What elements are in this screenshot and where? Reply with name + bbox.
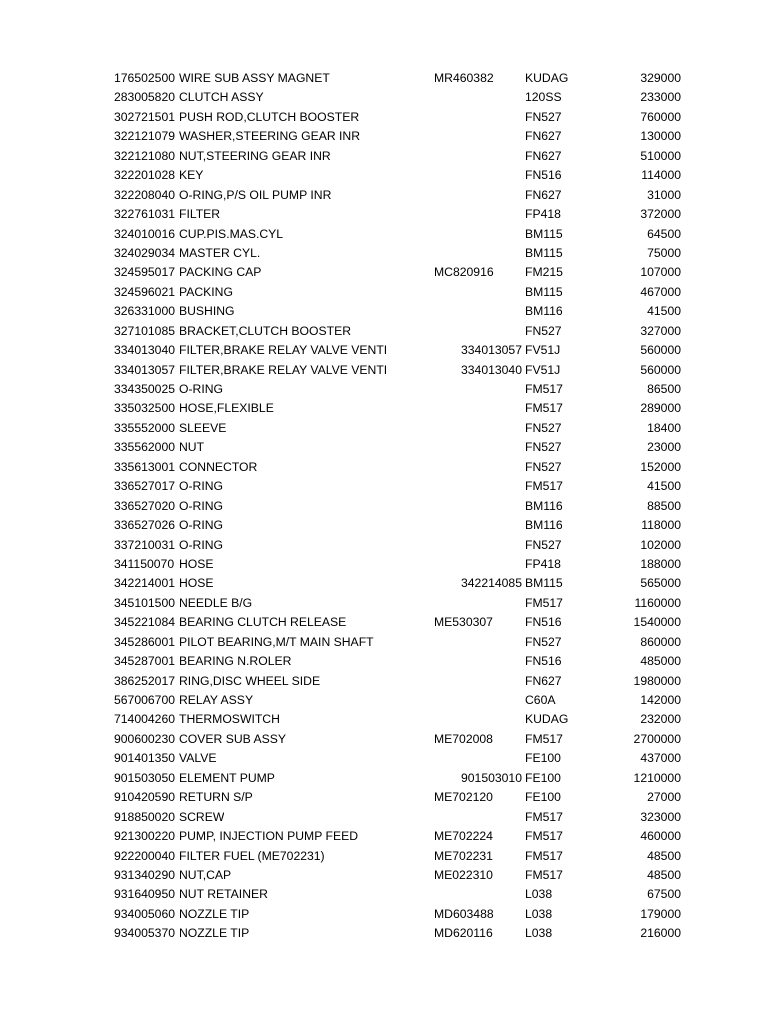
table-row (0, 613, 768, 632)
model-code-cell: FN627 (525, 148, 562, 163)
part-number-cell: 335552000 (114, 420, 176, 435)
price-cell: 179000 (640, 906, 681, 921)
description-cell: KEY (179, 168, 204, 183)
table-row (0, 166, 768, 185)
part-number-cell: 901401350 (114, 751, 176, 766)
model-code-cell: FP418 (525, 556, 561, 571)
table-row (0, 127, 768, 146)
price-cell: 760000 (640, 109, 681, 124)
description-cell: NUT,STEERING GEAR INR (179, 148, 331, 163)
part-number-cell: 324596021 (114, 284, 176, 299)
price-cell: 152000 (640, 459, 681, 474)
price-cell: 114000 (641, 168, 681, 183)
description-cell: FILTER (179, 207, 221, 222)
model-code-cell: L038 (525, 887, 553, 902)
part-number-cell: 900600230 (114, 731, 176, 746)
part-number-cell: 334013057 (114, 362, 176, 377)
table-row (0, 730, 768, 749)
model-code-cell: C60A (525, 693, 556, 707)
reference-number-cell: ME702224 (434, 829, 493, 844)
table-row (0, 497, 768, 516)
description-cell: PACKING (179, 284, 233, 299)
description-cell: PUMP, INJECTION PUMP FEED (179, 829, 359, 844)
part-number-cell: 324029034 (114, 245, 176, 260)
table-row (0, 263, 768, 282)
model-code-cell: FV51J (525, 343, 561, 358)
part-number-cell: 341150070 (114, 556, 175, 571)
price-cell: 188000 (640, 556, 681, 571)
reference-number-cell: ME702008 (434, 731, 493, 746)
part-number-cell: 334013040 (114, 343, 176, 358)
part-number-cell: 322121079 (114, 129, 176, 144)
description-cell: ELEMENT PUMP (179, 770, 275, 785)
part-number-cell: 345286001 (114, 634, 176, 649)
table-row (0, 672, 768, 691)
description-cell: RELAY ASSY (179, 693, 254, 707)
part-number-cell: 934005060 (114, 906, 176, 921)
table-row (0, 88, 768, 107)
price-cell: 27000 (647, 790, 681, 805)
table-row (0, 749, 768, 768)
price-cell: 1160000 (634, 595, 681, 610)
table-row (0, 594, 768, 613)
part-number-cell: 921300220 (114, 829, 176, 844)
part-number-cell: 345101500 (114, 595, 176, 610)
description-cell: SLEEVE (179, 420, 227, 435)
price-cell: 75000 (647, 245, 681, 260)
part-number-cell: 345287001 (114, 654, 176, 669)
part-number-cell: 336527020 (114, 498, 176, 513)
table-row (0, 458, 768, 477)
price-cell: 2700000 (633, 731, 681, 746)
price-cell: 560000 (640, 343, 681, 358)
price-cell: 64500 (647, 226, 681, 241)
part-number-cell: 327101085 (114, 323, 176, 338)
model-code-cell: FN527 (525, 420, 562, 435)
part-number-cell: 322208040 (114, 187, 176, 202)
parts-price-list (0, 69, 768, 944)
part-number-cell: 901503050 (114, 770, 176, 785)
part-number-cell: 567006700 (114, 693, 176, 707)
price-cell: 41500 (647, 479, 681, 494)
model-code-cell: KUDAG (525, 71, 569, 85)
price-cell: 437000 (640, 751, 681, 766)
part-number-cell: 337210031 (114, 537, 176, 552)
model-code-cell: FN516 (525, 168, 562, 183)
reference-number-cell: 901503010 (460, 770, 522, 785)
price-cell: 1210000 (633, 770, 681, 785)
model-code-cell: BM116 (525, 518, 563, 533)
price-cell: 1540000 (633, 615, 681, 630)
model-code-cell: L038 (525, 906, 553, 921)
table-row (0, 885, 768, 904)
description-cell: O-RING (179, 479, 224, 494)
description-cell: NOZZLE TIP (179, 926, 250, 941)
price-cell: 460000 (640, 829, 681, 844)
part-number-cell: 934005370 (114, 926, 176, 941)
description-cell: NUT,CAP (179, 867, 232, 882)
table-row (0, 283, 768, 302)
price-cell: 565000 (640, 576, 681, 591)
part-number-cell: 322761031 (114, 207, 176, 222)
model-code-cell: FN527 (525, 323, 562, 338)
description-cell: COVER SUB ASSY (179, 731, 287, 746)
model-code-cell: BM115 (525, 245, 563, 260)
part-number-cell: 322201028 (114, 168, 176, 183)
price-cell: 233000 (640, 90, 681, 105)
price-cell: 31000 (647, 187, 681, 202)
table-row (0, 808, 768, 827)
table-row (0, 652, 768, 671)
part-number-cell: 336527026 (114, 518, 176, 533)
description-cell: PUSH ROD,CLUTCH BOOSTER (179, 109, 360, 124)
price-cell: 510000 (640, 148, 681, 163)
description-cell: RETURN S/P (179, 790, 253, 805)
part-number-cell: 326331000 (114, 304, 176, 319)
table-row (0, 924, 768, 943)
model-code-cell: FM517 (525, 382, 563, 396)
model-code-cell: FM517 (525, 479, 563, 494)
model-code-cell: FN527 (525, 634, 562, 649)
table-row (0, 147, 768, 166)
description-cell: FILTER FUEL (ME702231) (179, 848, 325, 863)
model-code-cell: FN527 (525, 109, 562, 124)
part-number-cell: 283005820 (114, 90, 176, 105)
part-number-cell: 345221084 (114, 615, 176, 630)
price-cell: 48500 (647, 867, 681, 882)
table-row (0, 788, 768, 807)
price-cell: 329000 (640, 71, 681, 85)
table-row (0, 847, 768, 866)
price-cell: 1980000 (633, 673, 681, 688)
model-code-cell: FM517 (525, 401, 563, 416)
price-cell: 118000 (641, 518, 681, 533)
description-cell: BEARING N.ROLER (179, 654, 292, 669)
table-row (0, 186, 768, 205)
model-code-cell: FN627 (525, 187, 562, 202)
description-cell: RING,DISC WHEEL SIDE (179, 673, 321, 688)
description-cell: CONNECTOR (179, 459, 258, 474)
model-code-cell: FE100 (525, 751, 561, 766)
part-number-cell: 335613001 (114, 459, 176, 474)
table-row (0, 205, 768, 224)
table-row (0, 866, 768, 885)
table-row (0, 710, 768, 729)
description-cell: PACKING CAP (179, 265, 262, 280)
reference-number-cell: MD620116 (434, 926, 493, 941)
part-number-cell: 322121080 (114, 148, 176, 163)
reference-number-cell: ME702120 (434, 790, 493, 805)
part-number-cell: 302721501 (114, 109, 176, 124)
price-cell: 107000 (640, 265, 681, 280)
part-number-cell: 335032500 (114, 401, 176, 416)
model-code-cell: BM115 (525, 226, 563, 241)
model-code-cell: FN527 (525, 459, 562, 474)
description-cell: O-RING (179, 518, 224, 533)
table-row (0, 225, 768, 244)
reference-number-cell: MC820916 (434, 265, 494, 280)
description-cell: O-RING (179, 498, 224, 513)
model-code-cell: BM115 (525, 576, 563, 591)
table-row (0, 769, 768, 788)
price-cell: 860000 (640, 634, 681, 649)
price-cell: 323000 (640, 809, 681, 824)
description-cell: VALVE (179, 751, 217, 766)
model-code-cell: BM115 (525, 284, 563, 299)
reference-number-cell: MD603488 (434, 906, 494, 921)
model-code-cell: FM517 (525, 595, 563, 610)
description-cell: THERMOSWITCH (179, 712, 280, 727)
table-row (0, 244, 768, 263)
description-cell: FILTER,BRAKE RELAY VALVE VENTI (179, 343, 388, 358)
part-number-cell: 334350025 (114, 382, 176, 396)
price-cell: 485000 (640, 654, 681, 669)
price-cell: 48500 (647, 848, 681, 863)
table-row (0, 516, 768, 535)
model-code-cell: 120SS (525, 90, 562, 105)
model-code-cell: FM517 (525, 809, 563, 824)
description-cell: NUT (179, 440, 205, 455)
price-cell: 88500 (647, 498, 681, 513)
price-cell: 23000 (647, 440, 681, 455)
part-number-cell: 922200040 (114, 848, 176, 863)
price-cell: 18400 (647, 420, 681, 435)
model-code-cell: FM215 (525, 265, 563, 280)
table-row (0, 477, 768, 496)
reference-number-cell: 334013040 (460, 362, 522, 377)
part-number-cell: 386252017 (114, 673, 176, 688)
description-cell: NOZZLE TIP (179, 906, 250, 921)
description-cell: HOSE (179, 556, 214, 571)
part-number-cell: 918850020 (114, 809, 176, 824)
description-cell: BRACKET,CLUTCH BOOSTER (179, 323, 352, 338)
price-cell: 467000 (640, 284, 681, 299)
table-row (0, 361, 768, 380)
description-cell: WIRE SUB ASSY MAGNET (179, 71, 330, 85)
part-number-cell: 931640950 (114, 887, 176, 902)
description-cell: HOSE (179, 576, 214, 591)
part-number-cell: 931340290 (114, 867, 176, 882)
description-cell: FILTER,BRAKE RELAY VALVE VENTI (179, 362, 388, 377)
description-cell: BEARING CLUTCH RELEASE (179, 615, 347, 630)
part-number-cell: 176502500 (114, 71, 176, 85)
description-cell: PILOT BEARING,M/T MAIN SHAFT (179, 634, 374, 649)
price-cell: 232000 (640, 712, 681, 727)
table-row (0, 691, 768, 710)
description-cell: NEEDLE B/G (179, 595, 253, 610)
price-cell: 560000 (640, 362, 681, 377)
description-cell: O-RING (179, 382, 224, 396)
model-code-cell: FN627 (525, 673, 562, 688)
price-cell: 130000 (640, 129, 681, 144)
table-row (0, 555, 768, 574)
table-row (0, 536, 768, 555)
model-code-cell: KUDAG (525, 712, 569, 727)
description-cell: NUT RETAINER (179, 887, 268, 902)
description-cell: MASTER CYL. (179, 245, 261, 260)
description-cell: O-RING,P/S OIL PUMP INR (179, 187, 332, 202)
price-cell: 67500 (647, 887, 681, 902)
price-cell: 327000 (640, 323, 681, 338)
table-row (0, 419, 768, 438)
model-code-cell: L038 (525, 926, 553, 941)
description-cell: HOSE,FLEXIBLE (179, 401, 274, 416)
description-cell: CLUTCH ASSY (179, 90, 264, 105)
model-code-cell: FE100 (525, 790, 561, 805)
model-code-cell: FN527 (525, 440, 562, 455)
reference-number-cell: 334013057 (460, 343, 522, 358)
part-number-cell: 336527017 (114, 479, 176, 494)
reference-number-cell: ME530307 (434, 615, 493, 630)
description-cell: SCREW (179, 809, 225, 824)
description-cell: CUP.PIS.MAS.CYL (179, 226, 284, 241)
part-number-cell: 342214001 (114, 576, 176, 591)
model-code-cell: FN516 (525, 615, 562, 630)
model-code-cell: FE100 (525, 770, 561, 785)
table-row (0, 633, 768, 652)
table-row (0, 380, 768, 399)
table-row (0, 827, 768, 846)
table-row (0, 69, 768, 88)
price-cell: 102000 (640, 537, 681, 552)
table-row (0, 399, 768, 418)
part-number-cell: 324595017 (114, 265, 176, 280)
model-code-cell: FM517 (525, 731, 563, 746)
description-cell: O-RING (179, 537, 224, 552)
price-cell: 289000 (640, 401, 681, 416)
price-cell: 372000 (640, 207, 681, 222)
table-row (0, 438, 768, 457)
description-cell: BUSHING (179, 304, 235, 319)
table-row (0, 322, 768, 341)
description-cell: WASHER,STEERING GEAR INR (179, 129, 361, 144)
reference-number-cell: ME022310 (434, 867, 493, 882)
part-number-cell: 335562000 (114, 440, 176, 455)
model-code-cell: FM517 (525, 829, 563, 844)
model-code-cell: FV51J (525, 362, 561, 377)
part-number-cell: 714004260 (114, 712, 176, 727)
model-code-cell: FN516 (525, 654, 562, 669)
price-cell: 216000 (640, 926, 681, 941)
table-row (0, 302, 768, 321)
model-code-cell: FM517 (525, 848, 563, 863)
reference-number-cell: MR460382 (434, 71, 494, 85)
table-row (0, 905, 768, 924)
model-code-cell: FM517 (525, 867, 563, 882)
model-code-cell: BM116 (525, 304, 563, 319)
part-number-cell: 910420590 (114, 790, 176, 805)
model-code-cell: FP418 (525, 207, 561, 222)
price-cell: 86500 (647, 382, 681, 396)
price-cell: 142000 (640, 693, 681, 707)
reference-number-cell: ME702231 (434, 848, 493, 863)
table-row (0, 108, 768, 127)
table-row (0, 574, 768, 593)
table-row (0, 341, 768, 360)
model-code-cell: BM116 (525, 498, 563, 513)
model-code-cell: FN527 (525, 537, 562, 552)
part-number-cell: 324010016 (114, 226, 176, 241)
model-code-cell: FN627 (525, 129, 562, 144)
price-cell: 41500 (647, 304, 681, 319)
reference-number-cell: 342214085 (460, 576, 522, 591)
